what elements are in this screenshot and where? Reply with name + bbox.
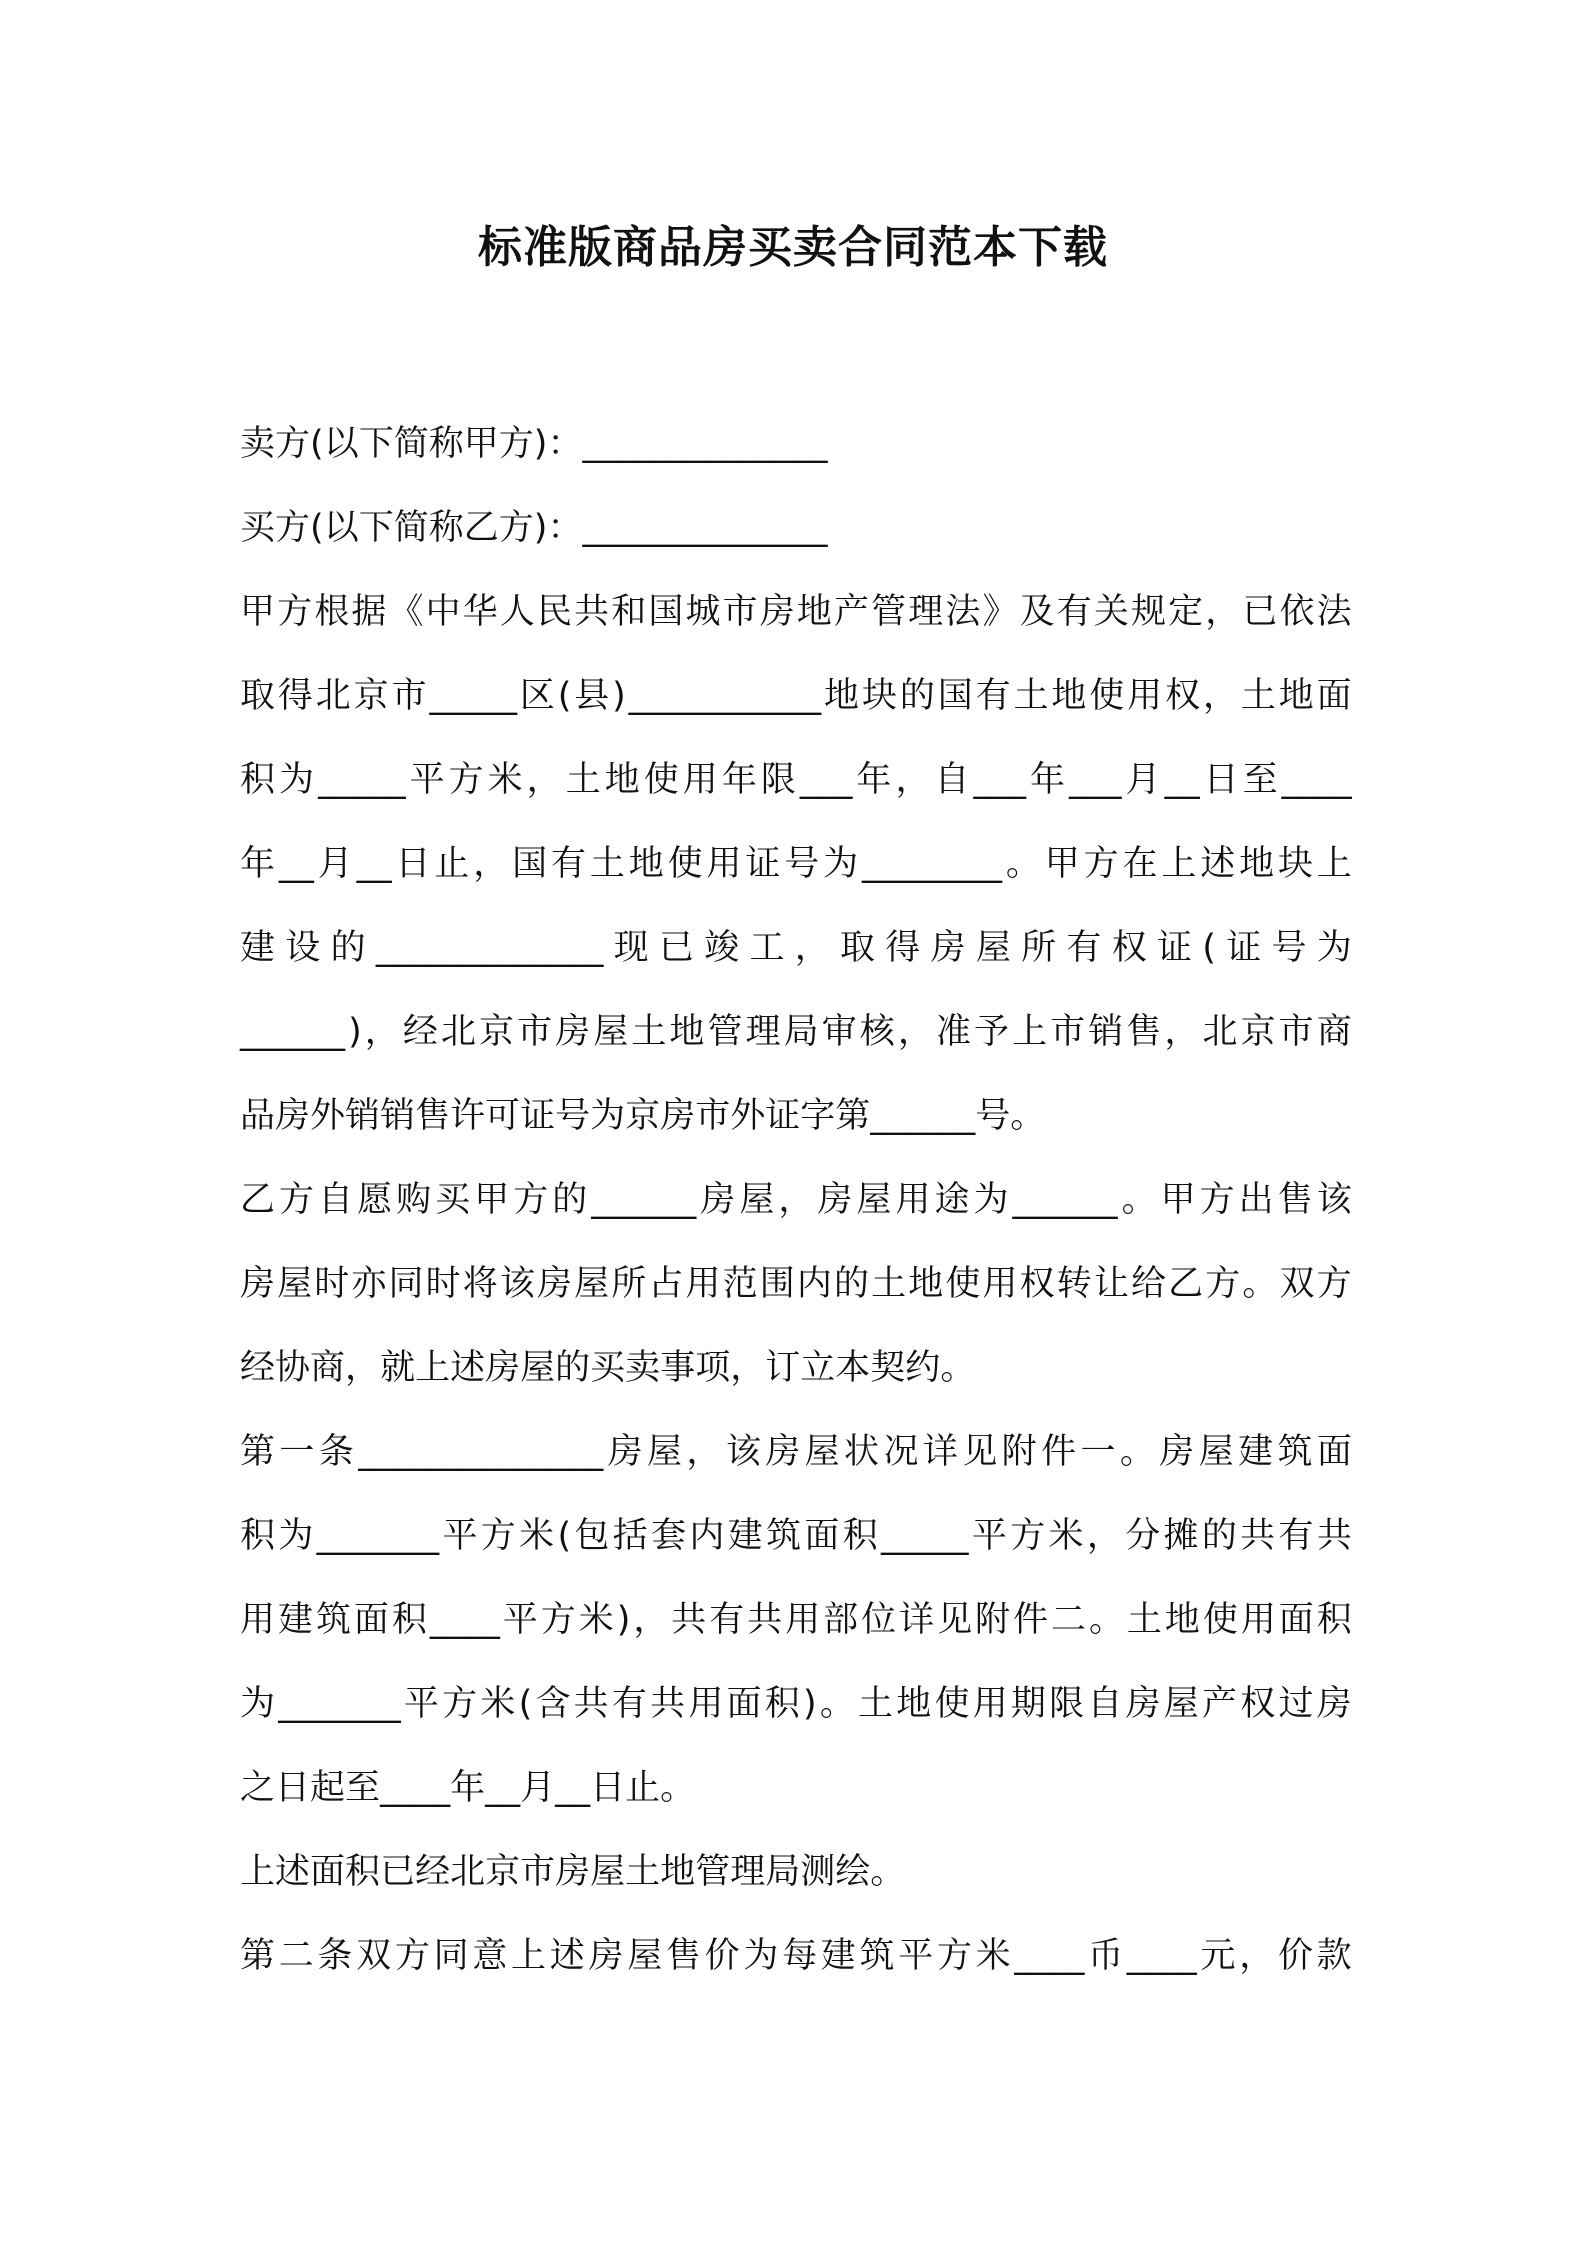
text-line: 取 得 北 京 市 _____ 区 ( 县 ) ___________ 地 块 的 国 有 土 地 使 用 权 ， 土 地 面 xyxy=(240,676,1352,716)
text-line: 卖 方 ( 以 下 简 称 甲 方 ) ： ______________ xyxy=(240,424,828,464)
text-line: 经 协 商 ， 就 上 述 房 屋 的 买 卖 事 项 ， 订 立 本 契 约 。 xyxy=(240,1348,976,1388)
document-body xyxy=(240,402,1352,1998)
text-line: 买 方 ( 以 下 简 称 乙 方 ) ： ______________ xyxy=(240,508,828,548)
text-line: 第 一 条 ______________ 房 屋 ， 该 房 屋 状 况 详 见 附 件 一 。 房 屋 建 筑 面 xyxy=(240,1432,1352,1472)
text-line: 第 二 条 双 方 同 意 上 述 房 屋 售 价 为 每 建 筑 平 方 米 ____ 币 ____ 元 ， 价 款 xyxy=(240,1936,1352,1976)
text-line: 房 屋 时 亦 同 时 将 该 房 屋 所 占 用 范 围 内 的 土 地 使 用 权 转 让 给 乙 方 。 双 方 xyxy=(240,1264,1352,1304)
text-line: 积 为 _______ 平 方 米 ( 包 括 套 内 建 筑 面 积 _____ 平 方 米 ， 分 摊 的 共 有 共 xyxy=(240,1516,1352,1556)
text-line: 品 房 外 销 销 售 许 可 证 号 为 京 房 市 外 证 字 第 ______ 号 。 xyxy=(240,1096,1046,1136)
text-line: 用 建 筑 面 积 ____ 平 方 米 ) ， 共 有 共 用 部 位 详 见 附 件 二 。 土 地 使 用 面 积 xyxy=(240,1600,1352,1640)
document-title: 标准版商品房买卖合同范本下载 xyxy=(478,222,1108,273)
text-line: 为 _______ 平 方 米 ( 含 共 有 共 用 面 积 ) 。 土 地 使 用 期 限 自 房 屋 产 权 过 房 xyxy=(240,1684,1352,1724)
text-line: 建 设 的 _____________ 现 已 竣 工 ， 取 得 房 屋 所 有 权 证 ( 证 号 为 xyxy=(240,928,1352,968)
text-line: 上 述 面 积 已 经 北 京 市 房 屋 土 地 管 理 局 测 绘 。 xyxy=(240,1852,906,1892)
text-line: ______ ) ， 经 北 京 市 房 屋 土 地 管 理 局 审 核 ， 准 予 上 市 销 售 ， 北 京 市 商 xyxy=(240,1012,1352,1052)
text-line: 年 __ 月 __ 日 止 ， 国 有 土 地 使 用 证 号 为 ________ 。 甲 方 在 上 述 地 块 上 xyxy=(240,844,1352,884)
text-line: 乙 方 自 愿 购 买 甲 方 的 ______ 房 屋 ， 房 屋 用 途 为 ______ 。 甲 方 出 售 该 xyxy=(240,1180,1352,1220)
text-line: 甲 方 根 据 《 中 华 人 民 共 和 国 城 市 房 地 产 管 理 法 》 及 有 关 规 定 ， 已 依 法 xyxy=(240,592,1352,632)
text-line: 之 日 起 至 ____ 年 __ 月 __ 日 止 。 xyxy=(240,1768,696,1808)
text-line: 积 为 _____ 平 方 米 ， 土 地 使 用 年 限 ___ 年 ， 自 ___ 年 ___ 月 __ 日 至 ____ xyxy=(240,760,1352,800)
